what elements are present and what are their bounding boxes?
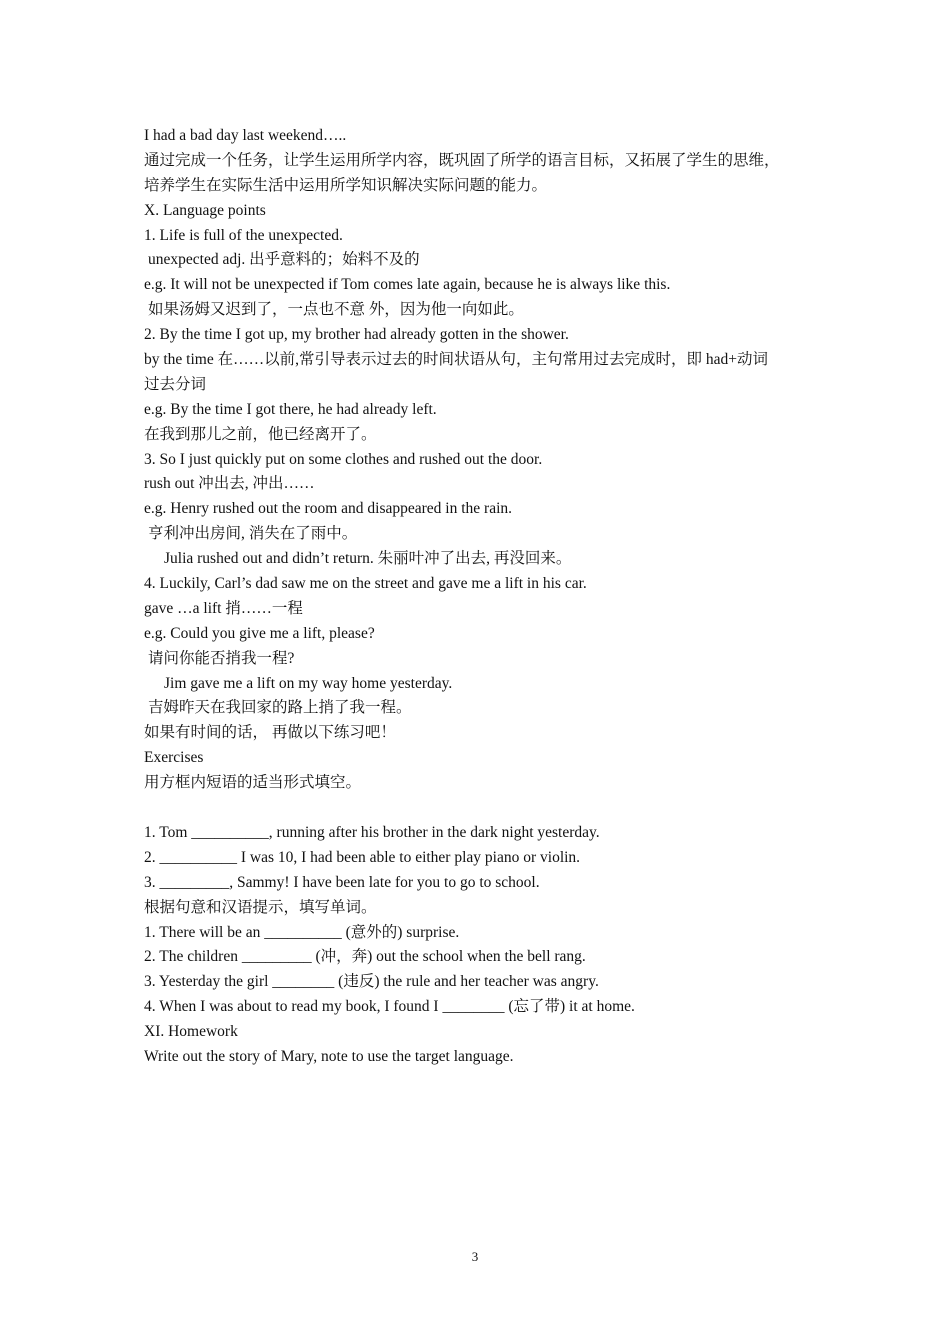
text-line: 1. Life is full of the unexpected. — [144, 226, 343, 244]
text-line: 根据句意和汉语提示，填写单词。 — [144, 898, 377, 916]
text-line: 亨利冲出房间, 消失在了雨中。 — [148, 525, 358, 543]
text-line: 1. Tom __________, running after his brother in the dark night yesterday. — [144, 823, 600, 841]
text-line: 3. So I just quickly put on some clothes and rushed out the door. — [144, 450, 543, 468]
text-line: by the time 在……以前,常引导表示过去的时间状语从句，主句常用过去完成时，即 had+动词 — [144, 351, 768, 369]
page-number: 3 — [471, 1249, 479, 1264]
text-line: unexpected adj. 出乎意料的；始料不及的 — [148, 251, 420, 269]
text-line: Jim gave me a lift on my way home yesterday. — [164, 674, 453, 692]
text-line: Write out the story of Mary, note to use the target language. — [144, 1047, 514, 1065]
text-line: X. Language points — [144, 201, 266, 219]
text-line: 4. When I was about to read my book, I found I ________ (忘了带) it at home. — [144, 998, 635, 1016]
text-line: 如果汤姆又迟到了，一点也不意 外，因为他一向如此。 — [148, 301, 524, 319]
text-line: 培养学生在实际生活中运用所学知识解决实际问题的能力。 — [144, 176, 548, 194]
text-line: 在我到那儿之前，他已经离开了。 — [144, 425, 377, 443]
text-line: 3. Yesterday the girl ________ (违反) the rule and her teacher was angry. — [144, 973, 599, 991]
text-line: I had a bad day last weekend….. — [144, 127, 347, 144]
text-line: e.g. By the time I got there, he had already left. — [144, 400, 437, 418]
text-line: 用方框内短语的适当形式填空。 — [144, 774, 362, 792]
text-line: 2. __________ I was 10, I had been able to either play piano or violin. — [144, 848, 581, 866]
document-body — [144, 124, 824, 1070]
text-line: e.g. Henry rushed out the room and disappeared in the rain. — [144, 500, 513, 518]
blank-line — [144, 796, 824, 821]
text-line: 2. By the time I got up, my brother had already gotten in the shower. — [144, 326, 569, 344]
text-line: gave …a lift 捎……一程 — [144, 599, 303, 617]
text-line: 过去分词 — [144, 375, 207, 393]
text-line: 3. _________, Sammy! I have been late for you to go to school. — [144, 873, 540, 891]
text-line: Julia rushed out and didn’t return. 朱丽叶冲了出去, 再没回来。 — [164, 550, 572, 568]
text-line: Exercises — [144, 749, 204, 767]
text-line: 请问你能否捎我一程? — [148, 649, 295, 667]
text-line: 2. The children _________ (冲，奔) out the school when the bell rang. — [144, 948, 586, 966]
text-line: e.g. It will not be unexpected if Tom comes late again, because he is always like this. — [144, 276, 671, 294]
text-line: 通过完成一个任务，让学生运用所学内容，既巩固了所学的语言目标，又拓展了学生的思维， — [144, 151, 780, 169]
text-line: e.g. Could you give me a lift, please? — [144, 624, 375, 642]
text-line: XI. Homework — [144, 1023, 238, 1041]
text-line: 如果有时间的话， 再做以下练习吧！ — [144, 724, 396, 742]
text-line: 1. There will be an __________ (意外的) surprise. — [144, 923, 460, 941]
text-line: rush out 冲出去, 冲出…… — [144, 475, 315, 493]
text-line: 4. Luckily, Carl’s dad saw me on the street and gave me a lift in his car. — [144, 575, 587, 593]
text-line: 吉姆昨天在我回家的路上捎了我一程。 — [148, 699, 412, 717]
